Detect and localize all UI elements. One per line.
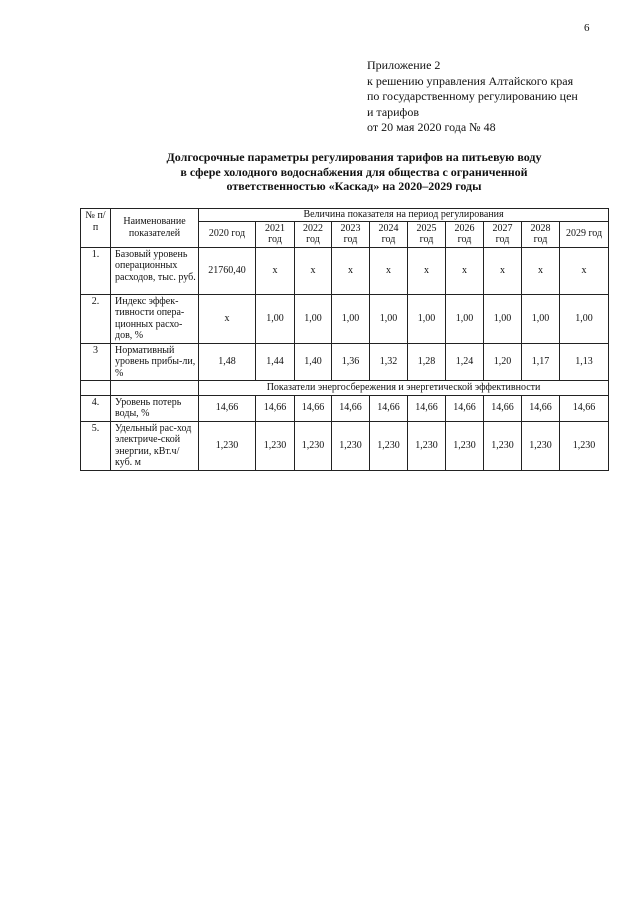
row-value: 1,230 xyxy=(332,421,370,470)
appendix-line: Приложение 2 xyxy=(367,58,441,72)
row-name: Базовый уровень операционных расходов, тыс. руб. xyxy=(111,247,199,294)
row-value: 1,00 xyxy=(560,294,609,343)
row-value: 1,230 xyxy=(370,421,408,470)
header-year: 2020 год xyxy=(199,221,256,247)
header-year: 2028 год xyxy=(522,221,560,247)
row-value: x xyxy=(408,247,446,294)
row-value: x xyxy=(522,247,560,294)
table-row xyxy=(81,294,609,343)
row-name: Нормативный уровень прибы-ли, % xyxy=(111,343,199,381)
row-num: 1. xyxy=(81,247,111,294)
row-value: 1,13 xyxy=(560,343,609,381)
row-value: x xyxy=(560,247,609,294)
section-row xyxy=(81,381,609,396)
row-value: 1,28 xyxy=(408,343,446,381)
row-value: 1,00 xyxy=(484,294,522,343)
row-value: x xyxy=(295,247,332,294)
row-value: 1,00 xyxy=(408,294,446,343)
row-value: x xyxy=(332,247,370,294)
section-spacer xyxy=(81,381,111,396)
header-num: № п/п xyxy=(81,209,111,248)
row-name: Уровень потерь воды, % xyxy=(111,395,199,421)
table-row xyxy=(81,343,609,381)
row-value: 1,20 xyxy=(484,343,522,381)
row-value: 1,230 xyxy=(256,421,295,470)
row-value: 1,230 xyxy=(560,421,609,470)
page-number: 6 xyxy=(584,22,590,34)
row-value: 1,230 xyxy=(522,421,560,470)
row-value: 1,230 xyxy=(295,421,332,470)
section-header: Показатели энергосбережения и энергетической эффективности xyxy=(199,381,609,396)
header-year: 2023 год xyxy=(332,221,370,247)
row-value: 1,00 xyxy=(522,294,560,343)
row-value: x xyxy=(484,247,522,294)
appendix-line: по государственному регулированию цен xyxy=(367,89,578,103)
row-value: 1,230 xyxy=(484,421,522,470)
row-value: 1,17 xyxy=(522,343,560,381)
row-value: 14,66 xyxy=(408,395,446,421)
row-value: 1,230 xyxy=(408,421,446,470)
row-num: 2. xyxy=(81,294,111,343)
table-row xyxy=(81,395,609,421)
row-name: Удельный рас-ход электриче-ской энергии, кВт.ч/куб. м xyxy=(111,421,199,470)
row-value: 14,66 xyxy=(484,395,522,421)
row-value: x xyxy=(256,247,295,294)
document-title xyxy=(140,150,568,194)
row-value: 1,00 xyxy=(332,294,370,343)
header-year: 2024 год xyxy=(370,221,408,247)
header-year: 2029 год xyxy=(560,221,609,247)
title-line: ответственностью «Каскад» на 2020–2029 годы xyxy=(226,179,482,193)
appendix-line: и тарифов xyxy=(367,104,420,119)
row-value: x xyxy=(199,294,256,343)
header-year: 2021 год xyxy=(256,221,295,247)
table-row xyxy=(81,421,609,470)
row-value: 14,66 xyxy=(332,395,370,421)
row-value: x xyxy=(370,247,408,294)
header-year: 2026 год xyxy=(446,221,484,247)
row-value: 1,00 xyxy=(295,294,332,343)
row-value: 1,36 xyxy=(332,343,370,381)
row-value: 14,66 xyxy=(199,395,256,421)
row-value: 1,00 xyxy=(446,294,484,343)
row-value: 1,230 xyxy=(199,421,256,470)
header-name: Наименование показателей xyxy=(111,209,199,248)
parameters-table xyxy=(80,208,609,471)
appendix-line: от 20 мая 2020 года № 48 xyxy=(367,120,496,134)
row-name: Индекс эффек-тивности опера-ционных расхо-дов, % xyxy=(111,294,199,343)
section-spacer xyxy=(111,381,199,396)
row-num: 4. xyxy=(81,395,111,421)
row-value: 1,24 xyxy=(446,343,484,381)
row-value: 1,230 xyxy=(446,421,484,470)
row-value: 1,44 xyxy=(256,343,295,381)
row-value: 21760,40 xyxy=(199,247,256,294)
row-value: 14,66 xyxy=(370,395,408,421)
appendix-line: к решению управления Алтайского края xyxy=(367,73,574,88)
row-value: 14,66 xyxy=(295,395,332,421)
title-line: Долгосрочные параметры регулирования тарифов на питьевую воду xyxy=(166,150,542,164)
row-value: 1,40 xyxy=(295,343,332,381)
row-value: 1,32 xyxy=(370,343,408,381)
header-year: 2027 год xyxy=(484,221,522,247)
row-num: 3 xyxy=(81,343,111,381)
row-value: 1,48 xyxy=(199,343,256,381)
header-period: Величина показателя на период регулирования xyxy=(199,209,609,222)
row-value: 1,00 xyxy=(370,294,408,343)
row-value: 14,66 xyxy=(446,395,484,421)
title-line: в сфере холодного водоснабжения для общества с ограниченной xyxy=(180,164,528,179)
row-value: 14,66 xyxy=(256,395,295,421)
row-value: 1,00 xyxy=(256,294,295,343)
table-row xyxy=(81,247,609,294)
row-value: 14,66 xyxy=(560,395,609,421)
header-year: 2025 год xyxy=(408,221,446,247)
row-value: 14,66 xyxy=(522,395,560,421)
header-year: 2022 год xyxy=(295,221,332,247)
appendix-block xyxy=(367,58,578,136)
row-value: x xyxy=(446,247,484,294)
row-num: 5. xyxy=(81,421,111,470)
